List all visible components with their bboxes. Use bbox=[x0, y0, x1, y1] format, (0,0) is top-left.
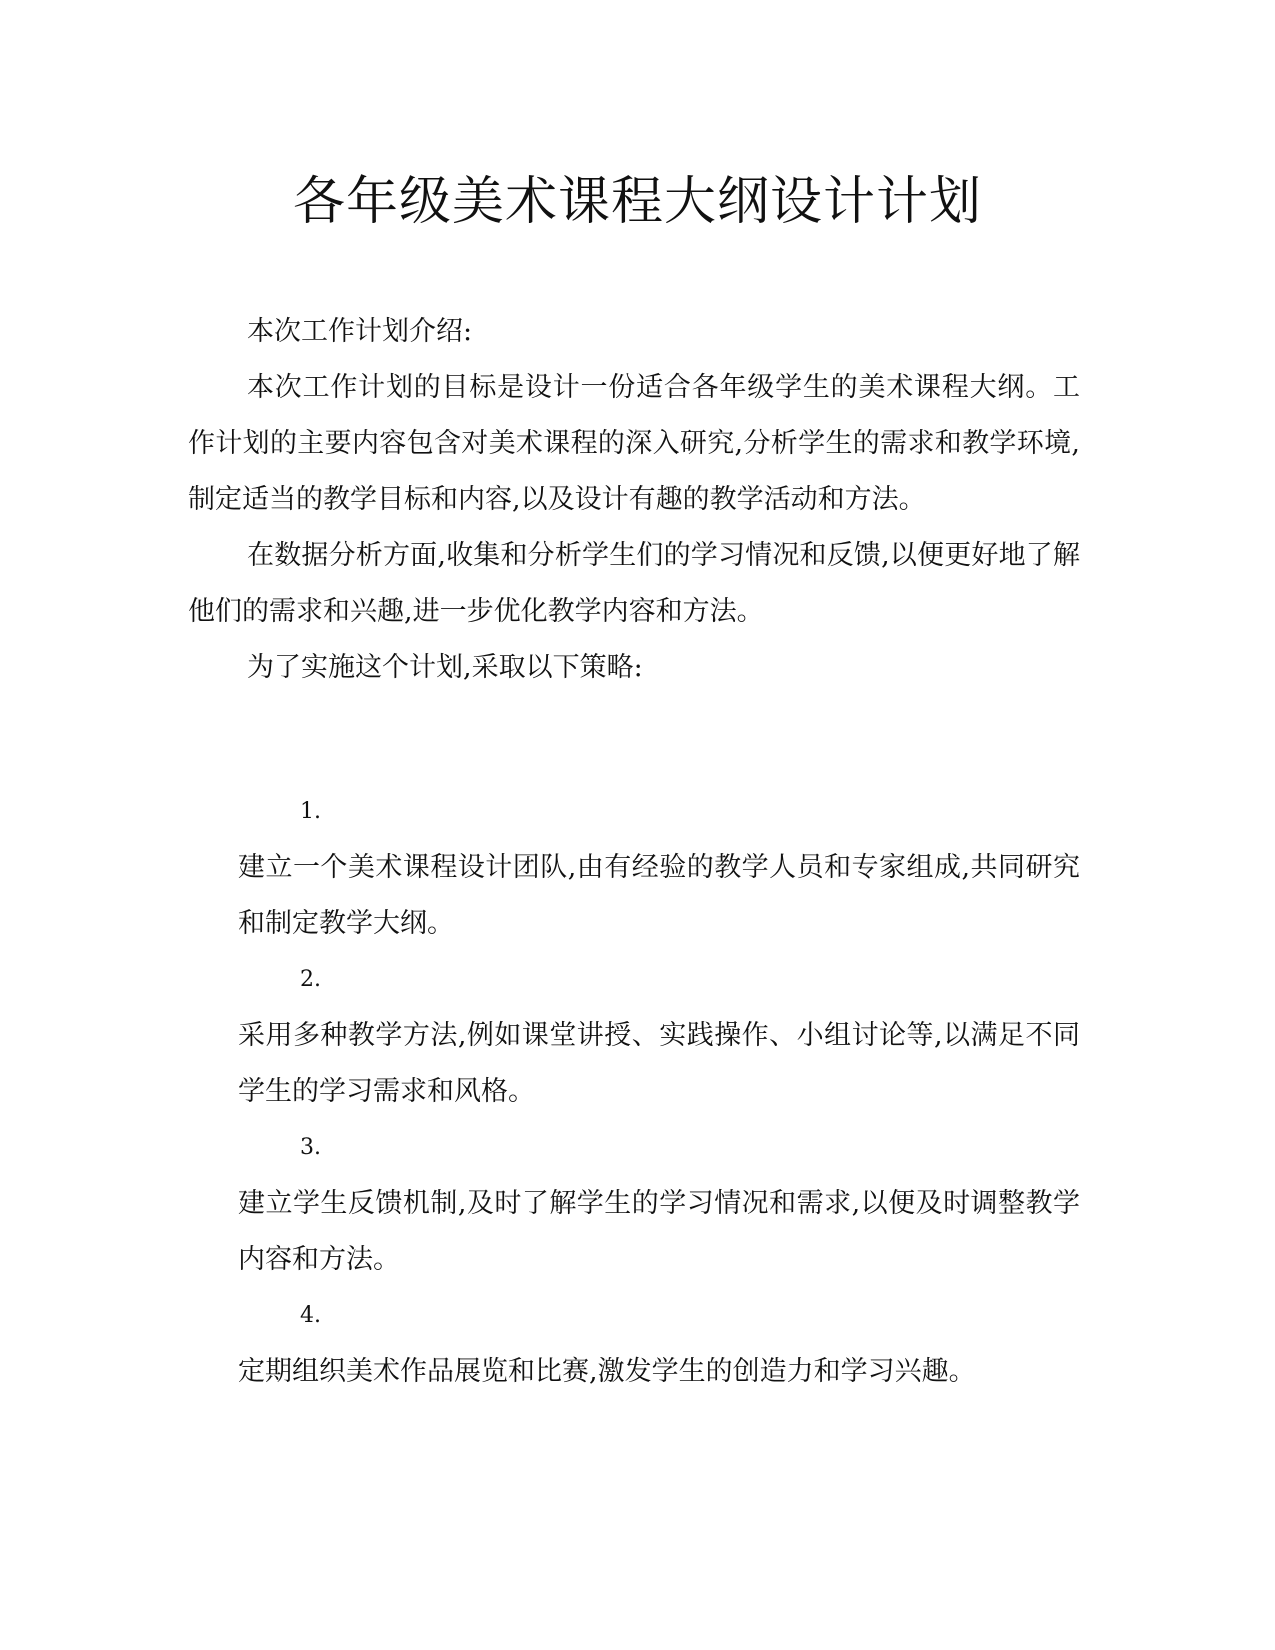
list-item-number: 2. bbox=[300, 967, 321, 992]
intro-label: 本次工作计划介绍: bbox=[247, 316, 473, 347]
list-item-text: 采用多种教学方法,例如课堂讲授、实践操作、小组讨论等,以满足不同学生的学习需求和风格。 bbox=[238, 1020, 1080, 1107]
paragraph-data-analysis: 在数据分析方面,收集和分析学生们的学习情况和反馈,以便更好地了解他们的需求和兴趣,进一步优化教学内容和方法。 bbox=[188, 540, 1080, 627]
list-item bbox=[238, 952, 1080, 1120]
document-title: 各年级美术课程大纲设计计划 bbox=[292, 172, 982, 232]
list-item bbox=[238, 784, 1080, 952]
document-body bbox=[188, 304, 1080, 696]
list-item-number: 1. bbox=[300, 799, 321, 824]
paragraph-goal: 本次工作计划的目标是设计一份适合各年级学生的美术课程大纲。工作计划的主要内容包含对美术课程的深入研究,分析学生的需求和教学环境,制定适当的教学目标和内容,以及设计有趣的教学活动和方法。 bbox=[188, 372, 1080, 515]
strategy-list bbox=[238, 784, 1080, 1400]
list-item-number: 3. bbox=[300, 1135, 321, 1160]
list-item bbox=[238, 1120, 1080, 1288]
list-item bbox=[238, 1288, 1080, 1400]
strategy-intro: 为了实施这个计划,采取以下策略: bbox=[247, 652, 643, 683]
list-item-text: 定期组织美术作品展览和比赛,激发学生的创造力和学习兴趣。 bbox=[238, 1356, 976, 1387]
list-item-number: 4. bbox=[300, 1303, 321, 1328]
list-item-text: 建立一个美术课程设计团队,由有经验的教学人员和专家组成,共同研究和制定教学大纲。 bbox=[238, 852, 1080, 939]
list-item-text: 建立学生反馈机制,及时了解学生的学习情况和需求,以便及时调整教学内容和方法。 bbox=[238, 1188, 1080, 1275]
